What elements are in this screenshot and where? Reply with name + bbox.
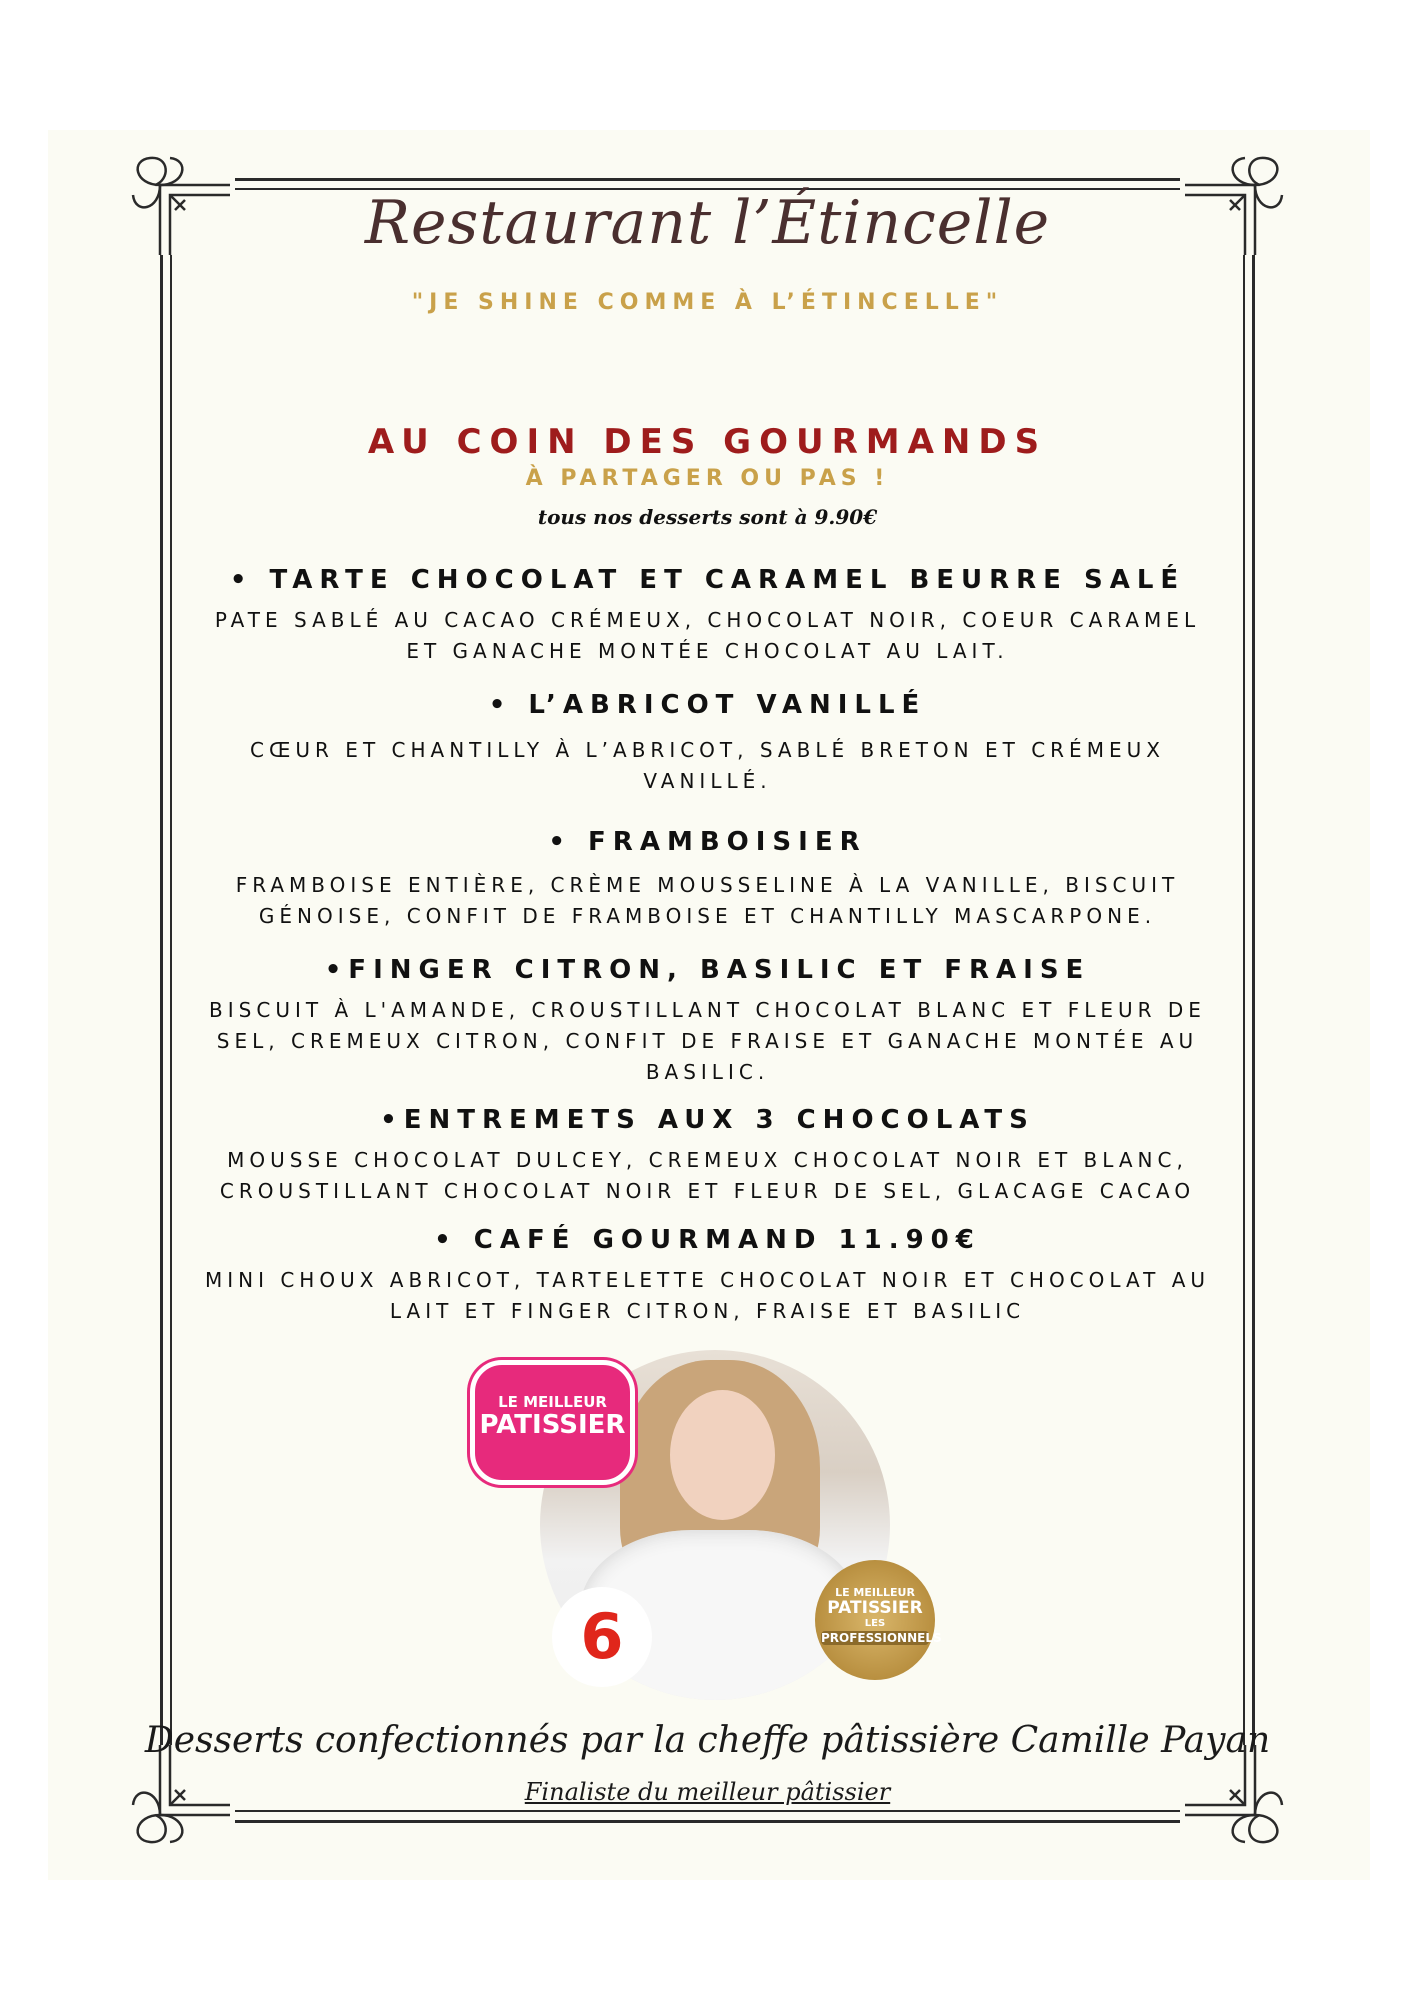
frame-top-outer	[235, 178, 1180, 181]
dessert-description	[165, 605, 1250, 667]
description-line: GÉNOISE, CONFIT DE FRAMBOISE ET CHANTILLY MASCARPONE.	[258, 904, 1157, 928]
restaurant-title: Restaurant l’Étincelle	[364, 188, 1051, 258]
frame-bottom-outer	[235, 1820, 1180, 1823]
description-line: MINI CHOUX ABRICOT, TARTELETTE CHOCOLAT NOIR ET CHOCOLAT AU	[204, 1268, 1211, 1292]
logo-line: LE MEILLEUR	[498, 1393, 607, 1411]
description-line: CŒUR ET CHANTILLY À L’ABRICOT, SABLÉ BRETON ET CRÉMEUX	[250, 738, 1165, 762]
description-line: ET GANACHE MONTÉE CHOCOLAT AU LAIT.	[406, 639, 1009, 663]
description-line: FRAMBOISE ENTIÈRE, CRÈME MOUSSELINE À LA VANILLE, BISCUIT	[235, 873, 1180, 897]
logo-line: PATISSIER	[479, 1410, 626, 1440]
description-line: BISCUIT À L'AMANDE, CROUSTILLANT CHOCOLAT BLANC ET FLEUR DE	[209, 998, 1206, 1022]
chef-face	[670, 1390, 775, 1520]
section-subtitle: À PARTAGER OU PAS !	[525, 466, 890, 491]
meilleur-patissier-logo	[470, 1360, 635, 1485]
footer-credit: Desserts confectionnés par la cheffe pâtissière Camille Payan	[144, 1720, 1271, 1761]
dessert-description	[165, 870, 1250, 932]
dessert-description	[165, 1265, 1250, 1327]
section-title: AU COIN DES GOURMANDS	[367, 422, 1048, 462]
price-note: tous nos desserts sont à 9.90€	[537, 505, 878, 529]
dessert-description	[165, 735, 1250, 797]
description-line: SEL, CREMEUX CITRON, CONFIT DE FRAISE ET GANACHE MONTÉE AU	[216, 1029, 1199, 1053]
footer-subtitle: Finaliste du meilleur pâtissier	[524, 1778, 891, 1806]
description-line: MOUSSE CHOCOLAT DULCEY, CREMEUX CHOCOLAT NOIR ET BLANC,	[227, 1148, 1188, 1172]
logo-line: LE MEILLEUR	[835, 1586, 915, 1599]
dessert-description	[165, 1145, 1250, 1207]
logo-line: PROFESSIONNELS	[821, 1631, 942, 1645]
logo-line: LES	[864, 1618, 886, 1629]
dessert-name: •FINGER CITRON, BASILIC ET FRAISE	[324, 955, 1091, 985]
professionnels-logo	[815, 1560, 942, 1680]
description-line: CROUSTILLANT CHOCOLAT NOIR ET FLEUR DE SEL, GLACAGE CACAO	[219, 1179, 1196, 1203]
dessert-name: • L’ABRICOT VANILLÉ	[488, 690, 927, 720]
frame-bottom-inner	[235, 1810, 1180, 1812]
dessert-name: • FRAMBOISIER	[548, 827, 867, 857]
description-line: PATE SABLÉ AU CACAO CRÉMEUX, CHOCOLAT NOIR, COEUR CARAMEL	[214, 608, 1201, 632]
description-line: LAIT ET FINGER CITRON, FRAISE ET BASILIC	[389, 1299, 1026, 1323]
dessert-name: • TARTE CHOCOLAT ET CARAMEL BEURRE SALÉ	[229, 565, 1186, 595]
description-line: VANILLÉ.	[643, 769, 772, 793]
dessert-name: • CAFÉ GOURMAND 11.90€	[434, 1225, 981, 1255]
logo-line: PATISSIER	[827, 1598, 923, 1618]
restaurant-tagline: "JE SHINE COMME À L’ÉTINCELLE"	[411, 290, 1004, 315]
dessert-description	[165, 995, 1250, 1088]
description-line: BASILIC.	[645, 1060, 770, 1084]
dessert-name: •ENTREMETS AUX 3 CHOCOLATS	[380, 1105, 1035, 1135]
m6-logo-text: 6	[580, 1600, 624, 1673]
m6-logo	[552, 1587, 652, 1687]
